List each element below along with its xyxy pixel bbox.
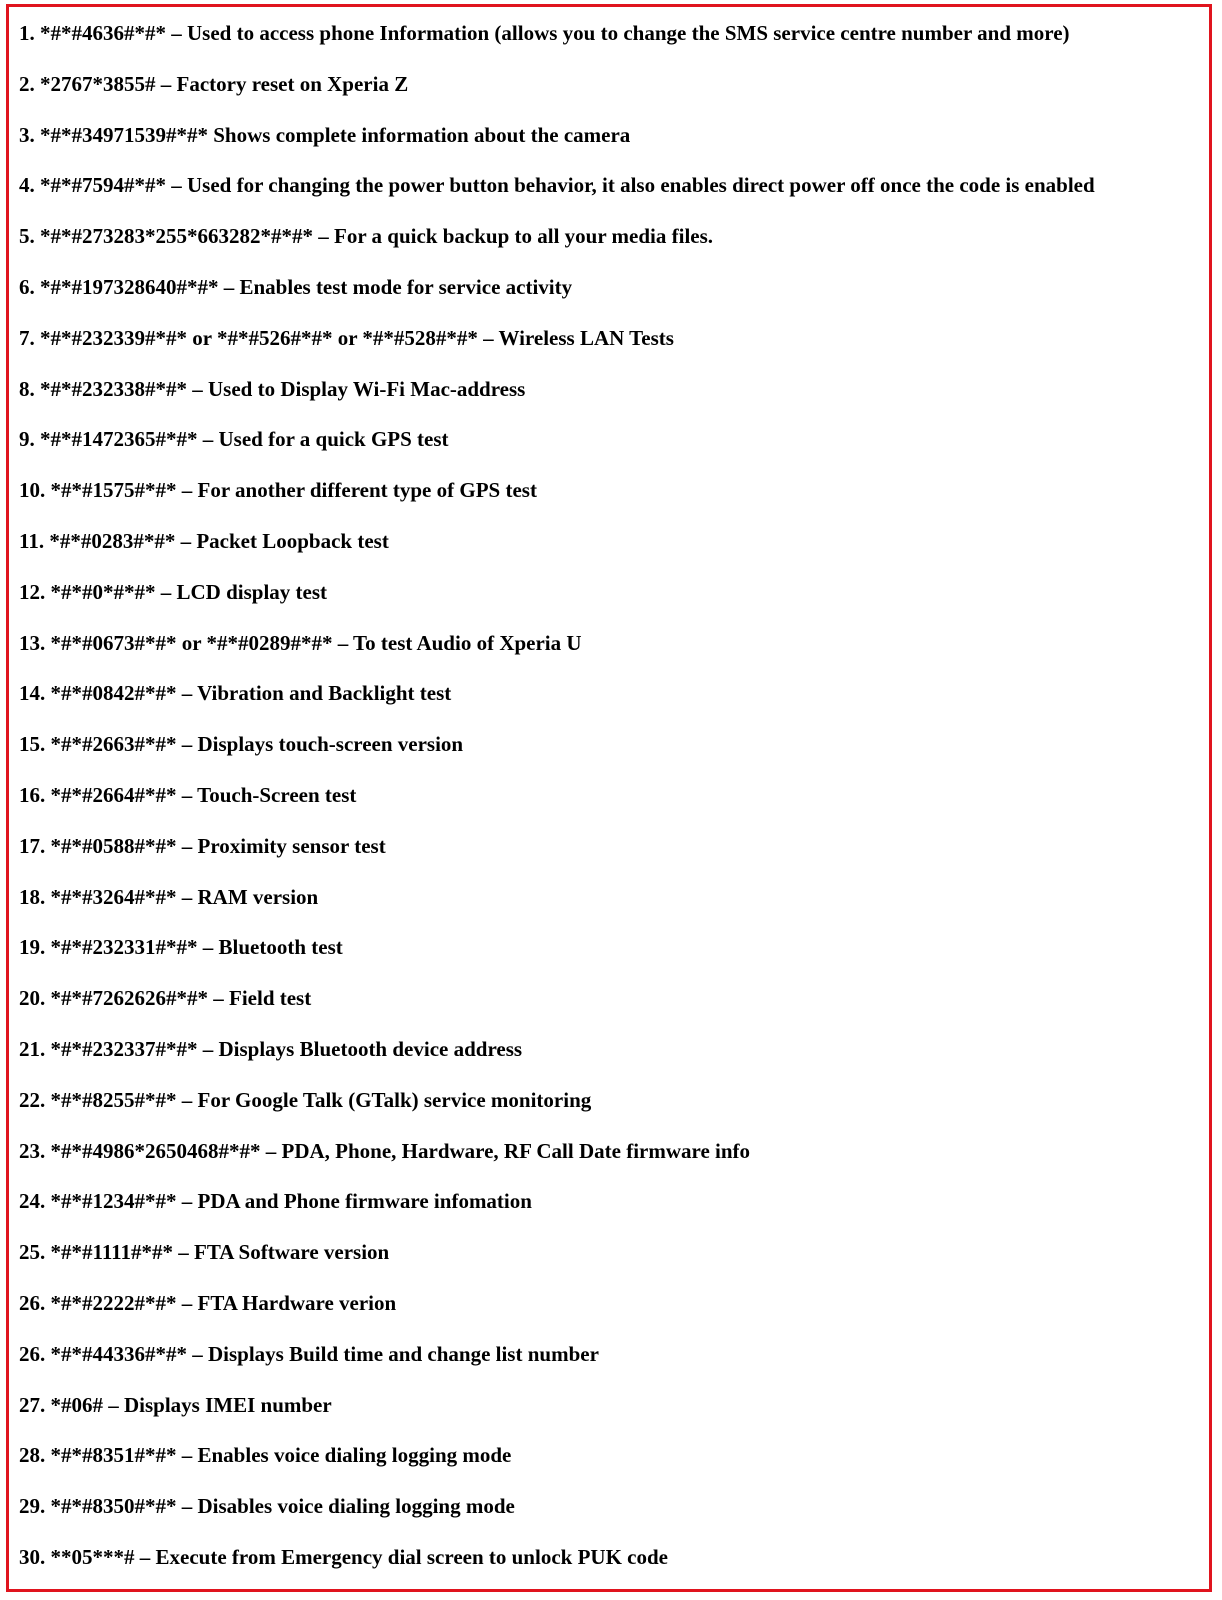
document-frame: [6, 4, 1212, 1592]
list-item: 8. *#*#232338#*#* – Used to Display Wi-Fi Mac-address: [19, 376, 526, 401]
list-item: 1. *#*#4636#*#* – Used to access phone Information (allows you to change the SMS service centre number and more): [19, 21, 1070, 45]
secret-code-list: [19, 19, 1203, 1594]
list-item: 3. *#*#34971539#*#* Shows complete information about the camera: [19, 122, 631, 147]
list-item: 10. *#*#1575#*#* – For another different type of GPS test: [19, 478, 537, 503]
list-item: 16. *#*#2664#*#* – Touch-Screen test: [19, 782, 357, 807]
list-item: 30. **05***# – Execute from Emergency dial screen to unlock PUK code: [19, 1544, 668, 1569]
list-item: 14. *#*#0842#*#* – Vibration and Backlight test: [19, 681, 452, 706]
list-item: 28. *#*#8351#*#* – Enables voice dialing logging mode: [19, 1443, 512, 1468]
list-item: 19. *#*#232331#*#* – Bluetooth test: [19, 935, 343, 960]
list-item: 12. *#*#0*#*#* – LCD display test: [19, 579, 328, 604]
list-item: 5. *#*#273283*255*663282*#*#* – For a quick backup to all your media files.: [19, 224, 714, 249]
list-item: 6. *#*#197328640#*#* – Enables test mode for service activity: [19, 274, 573, 299]
list-item: 27. *#06# – Displays IMEI number: [19, 1392, 332, 1417]
list-item: 9. *#*#1472365#*#* – Used for a quick GPS test: [19, 427, 449, 452]
list-item: 21. *#*#232337#*#* – Displays Bluetooth device address: [19, 1036, 523, 1061]
list-item: 17. *#*#0588#*#* – Proximity sensor test: [19, 833, 386, 858]
list-item: 18. *#*#3264#*#* – RAM version: [19, 884, 319, 909]
list-item: 22. *#*#8255#*#* – For Google Talk (GTalk) service monitoring: [19, 1087, 592, 1112]
list-item: 26. *#*#44336#*#* – Displays Build time and change list number: [19, 1341, 599, 1366]
list-item: 15. *#*#2663#*#* – Displays touch-screen version: [19, 732, 464, 757]
list-item: 20. *#*#7262626#*#* – Field test: [19, 986, 312, 1011]
list-item: 23. *#*#4986*2650468#*#* – PDA, Phone, Hardware, RF Call Date firmware info: [19, 1138, 751, 1163]
list-item: 7. *#*#232339#*#* or *#*#526#*#* or *#*#528#*#* – Wireless LAN Tests: [19, 325, 674, 350]
list-item: 25. *#*#1111#*#* – FTA Software version: [19, 1240, 390, 1265]
list-item: 26. *#*#2222#*#* – FTA Hardware verion: [19, 1290, 397, 1315]
list-item: 24. *#*#1234#*#* – PDA and Phone firmware infomation: [19, 1189, 532, 1214]
list-item: 11. *#*#0283#*#* – Packet Loopback test: [19, 528, 389, 553]
list-item: 13. *#*#0673#*#* or *#*#0289#*#* – To test Audio of Xperia U: [19, 630, 582, 655]
list-item: 2. *2767*3855# – Factory reset on Xperia Z: [19, 71, 409, 96]
list-item: 4. *#*#7594#*#* – Used for changing the power button behavior, it also enables direct power off once the code is enabled: [19, 173, 1095, 198]
list-item: 29. *#*#8350#*#* – Disables voice dialing logging mode: [19, 1494, 515, 1519]
